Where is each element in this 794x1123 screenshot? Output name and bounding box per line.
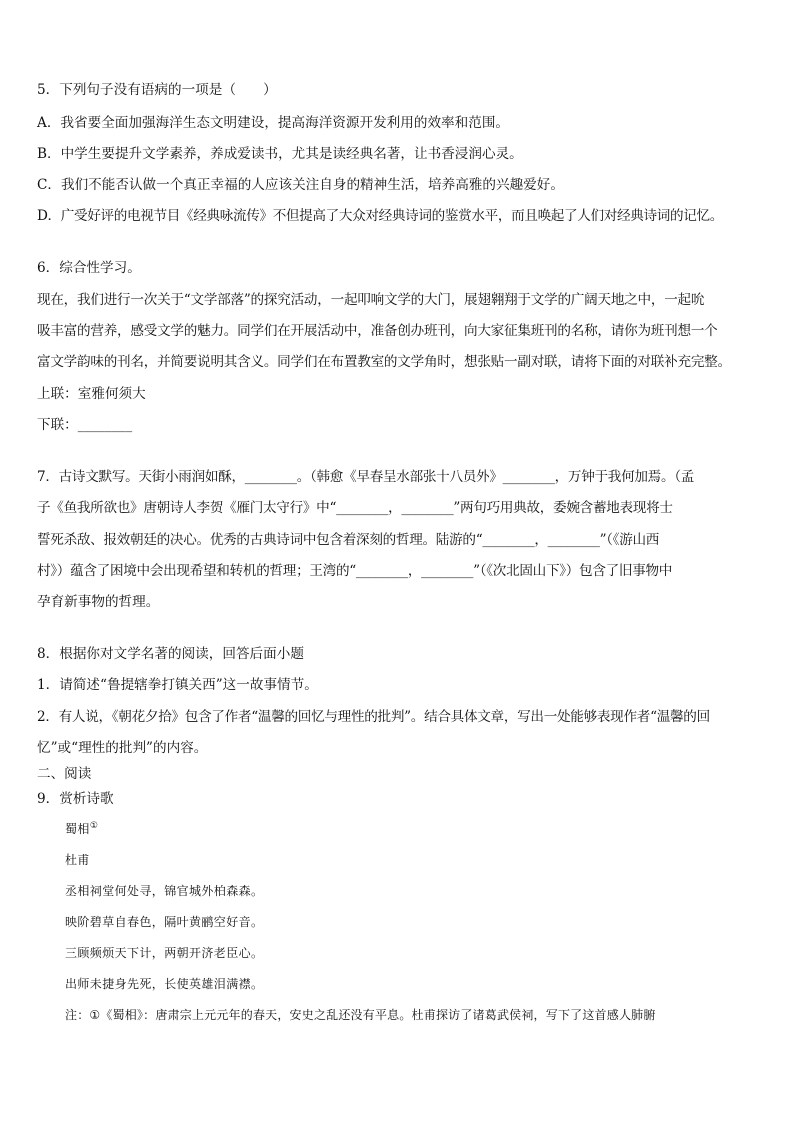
- q5-option-c: C．我们不能否认做一个真正幸福的人应该关注自身的精神生活，培养高雅的兴趣爱好。: [37, 177, 564, 193]
- poem-title: [65, 820, 98, 838]
- poem-author: 杜甫: [65, 853, 90, 867]
- poem-line-4: 出师未捷身先死，长使英雄泪满襟。: [65, 977, 264, 991]
- q7-line-4: 村》）蕴含了困境中会出现希望和转机的哲理；王湾的“________，________”（《次北固山下》）包含了旧事物中: [37, 563, 673, 579]
- q8-sub-1: 1．请简述“鲁提辖拳打镇关西”这一故事情节。: [37, 677, 318, 693]
- q5-option-b: B．中学生要提升文学素养，养成爱读书，尤其是读经典名著，让书香浸润心灵。: [37, 146, 523, 162]
- q5-option-a: A．我省要全面加强海洋生态文明建设，提高海洋资源开发利用的效率和范围。: [37, 115, 510, 131]
- poem-line-2: 映阶碧草自春色，隔叶黄鹂空好音。: [65, 915, 264, 929]
- q7-line-5: 孕育新事物的哲理。: [37, 594, 160, 610]
- q8-sub-2-line-1: 2．有人说，《朝花夕拾》包含了作者“温馨的回忆与理性的批判”。结合具体文章，写出一处能够表现作者“温馨的回: [37, 709, 710, 725]
- q5-option-d: D．广受好评的电视节目《经典咏流传》不但提高了大众对经典诗词的鉴赏水平，而且唤起了人们对经典诗词的记忆。: [37, 208, 723, 224]
- q6-paragraph-line-2: 吸丰富的营养，感受文学的魅力。同学们在开展活动中，准备创办班刊，向大家征集班刊的名称，请你为班刊想一个: [37, 323, 718, 339]
- poem-footnote: 注：①《蜀相》：唐肃宗上元元年的春天，安史之乱还没有平息。杜甫探访了诸葛武侯祠，写下了这首感人肺腑: [65, 1008, 656, 1022]
- q7-line-3: 誓死杀敌、报效朝廷的决心。优秀的古典诗词中包含着深刻的哲理。陆游的“________，________”（《游山西: [37, 532, 660, 548]
- q6-paragraph-line-1: 现在，我们进行一次关于“文学部落”的探究活动，一起叩响文学的大门，展翅翱翔于文学的广阔天地之中，一起吮: [37, 292, 705, 308]
- q6-stem: 6．综合性学习。: [37, 260, 141, 276]
- q6-paragraph-line-3: 富文学韵味的刊名，并简要说明其含义。同学们在布置教室的文学角时，想张贴一副对联，请将下面的对联补充完整。: [37, 354, 731, 370]
- q9-stem: 9．赏析诗歌: [37, 791, 114, 807]
- poem-line-3: 三顾频烦天下计，两朝开济老臣心。: [65, 946, 264, 960]
- q7-line-2: 子《鱼我所欲也》唐朝诗人李贺《雁门太守行》中“________，________”两句巧用典故，委婉含蓄地表现将士: [37, 500, 673, 516]
- poem-line-1: 丞相祠堂何处寻，锦官城外柏森森。: [65, 884, 264, 898]
- q6-lower-couplet: 下联：________: [37, 417, 133, 433]
- q8-sub-2-line-2: 忆”或“理性的批判”的内容。: [37, 740, 208, 756]
- q7-line-1: 7．古诗文默写。天街小雨润如酥，________。（韩愈《早春呈水部张十八员外》________，万钟于我何加焉。（孟: [37, 469, 695, 485]
- q8-stem: 8．根据你对文学名著的阅读，回答后面小题: [37, 646, 304, 662]
- section-heading-reading: 二、阅读: [37, 766, 92, 782]
- q5-stem: 5．下列句子没有语病的一项是（ ）: [37, 82, 277, 98]
- poem-title-text: 蜀相: [65, 822, 90, 836]
- q6-upper-couplet: 上联：室雅何须大: [37, 386, 146, 402]
- poem-title-footnote-mark: ①: [89, 821, 99, 831]
